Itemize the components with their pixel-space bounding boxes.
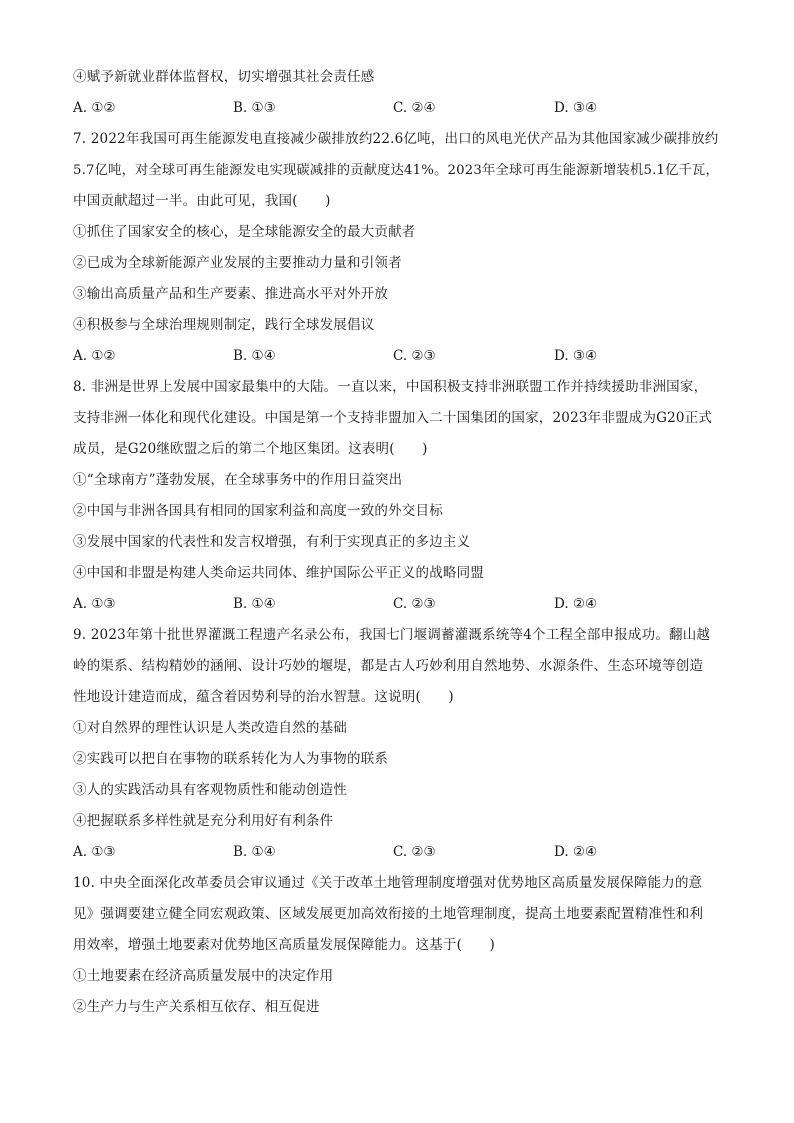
q7-choice-item-1: ①抓住了国家安全的核心，是全球能源安全的最大贡献者: [73, 224, 416, 240]
q8-stem-line-3: 成员，是G20继欧盟之后的第二个地区集团。这表明( ): [73, 441, 428, 457]
q8-option-c[interactable]: C. ②③: [393, 596, 436, 612]
question-8: [73, 372, 725, 620]
q10-choice-item-2: ②生产力与生产关系相互依存、相互促进: [73, 999, 320, 1015]
q8-choice-item-2: ②中国与非洲各国具有相同的国家利益和高度一致的外交目标: [73, 503, 443, 519]
q7-choice-item-2: ②已成为全球新能源产业发展的主要推动力量和引领者: [73, 255, 402, 271]
question-10: [73, 868, 725, 1023]
q9-choice-item-2: ②实践可以把自在事物的联系转化为人为事物的联系: [73, 751, 389, 767]
exam-page: [73, 62, 725, 1023]
q7-option-a[interactable]: A. ①②: [73, 348, 116, 364]
q7-stem-line-3: 中国贡献超过一半。由此可见，我国( ): [73, 193, 331, 209]
q6-answer-options: [73, 93, 725, 124]
q9-option-d[interactable]: D. ②④: [554, 844, 598, 860]
q10-stem-line-2: 见》强调要建立健全同宏观政策、区域发展更加高效衔接的土地管理制度，提高土地要素配置精准性和利: [73, 906, 704, 922]
q8-option-d[interactable]: D. ②④: [554, 596, 598, 612]
q8-answer-options: [73, 589, 725, 620]
q10-stem-line-3: 用效率，增强土地要素对优势地区高质量发展保障能力。这基于( ): [73, 937, 495, 953]
q8-stem-line-1: 8. 非洲是世界上发展中国家最集中的大陆。一直以来，中国积极支持非洲联盟工作并持续援助非洲国家，: [73, 379, 708, 395]
q9-stem-line-3: 性地设计建造而成，蕴含着因势利导的治水智慧。这说明( ): [73, 689, 454, 705]
q9-choice-item-3: ③人的实践活动具有客观物质性和能动创造性: [73, 782, 347, 798]
q10-choice-item-1: ①土地要素在经济高质量发展中的决定作用: [73, 968, 334, 984]
q6-option-b[interactable]: B. ①③: [233, 100, 276, 116]
q8-choice-item-1: ①“全球南方”蓬勃发展，在全球事务中的作用日益突出: [73, 472, 403, 488]
q7-option-c[interactable]: C. ②③: [393, 348, 436, 364]
q7-stem-line-1: 7. 2022年我国可再生能源发电直接减少碳排放约22.6亿吨，出口的风电光伏产品为其他国家减少碳排放约: [73, 131, 719, 147]
q9-choice-item-4: ④把握联系多样性就是充分利用好有利条件: [73, 813, 334, 829]
q6-choice-item-4: ④赋予新就业群体监督权，切实增强其社会责任感: [73, 69, 375, 85]
q9-option-c[interactable]: C. ②③: [393, 844, 436, 860]
q9-stem-line-1: 9. 2023年第十批世界灌溉工程遗产名录公布，我国七门堰调蓄灌溉系统等4个工程全部申报成功。翻山越: [73, 627, 711, 643]
q7-stem-line-2: 5.7亿吨，对全球可再生能源发电实现碳减排的贡献度达41%。2023年全球可再生能源新增装机5.1亿千瓦，: [73, 163, 719, 178]
q9-option-a[interactable]: A. ①③: [73, 844, 116, 860]
question-6-tail: [73, 62, 725, 124]
q7-answer-options: [73, 341, 725, 372]
q9-choice-item-1: ①对自然界的理性认识是人类改造自然的基础: [73, 720, 347, 736]
q7-option-d[interactable]: D. ③④: [554, 348, 598, 364]
q6-option-a[interactable]: A. ①②: [73, 100, 116, 116]
question-7: [73, 124, 725, 372]
question-9: [73, 620, 725, 868]
q7-choice-item-3: ③输出高质量产品和生产要素、推进高水平对外开放: [73, 286, 389, 302]
q6-option-d[interactable]: D. ③④: [554, 100, 598, 116]
q8-option-a[interactable]: A. ①③: [73, 596, 116, 612]
q10-stem-line-1: 10. 中央全面深化改革委员会审议通过《关于改革土地管理制度增强对优势地区高质量发展保障能力的意: [73, 875, 703, 891]
q8-choice-item-4: ④中国和非盟是构建人类命运共同体、维护国际公平正义的战略同盟: [73, 565, 484, 581]
q8-choice-item-3: ③发展中国家的代表性和发言权增强，有利于实现真正的多边主义: [73, 534, 471, 550]
q7-choice-item-4: ④积极参与全球治理规则制定，践行全球发展倡议: [73, 317, 375, 333]
q6-option-c[interactable]: C. ②④: [393, 100, 436, 116]
q8-stem-line-2: 支持非洲一体化和现代化建设。中国是第一个支持非盟加入二十国集团的国家，2023年非盟成为G20正式: [73, 410, 713, 426]
q7-option-b[interactable]: B. ①④: [233, 348, 276, 364]
q9-stem-line-2: 岭的渠系、结构精妙的涵闸、设计巧妙的堰堤，都是古人巧妙利用自然地势、水源条件、生态环境等创造: [73, 658, 704, 674]
q9-option-b[interactable]: B. ①④: [233, 844, 276, 860]
q9-answer-options: [73, 837, 725, 868]
q8-option-b[interactable]: B. ①④: [233, 596, 276, 612]
